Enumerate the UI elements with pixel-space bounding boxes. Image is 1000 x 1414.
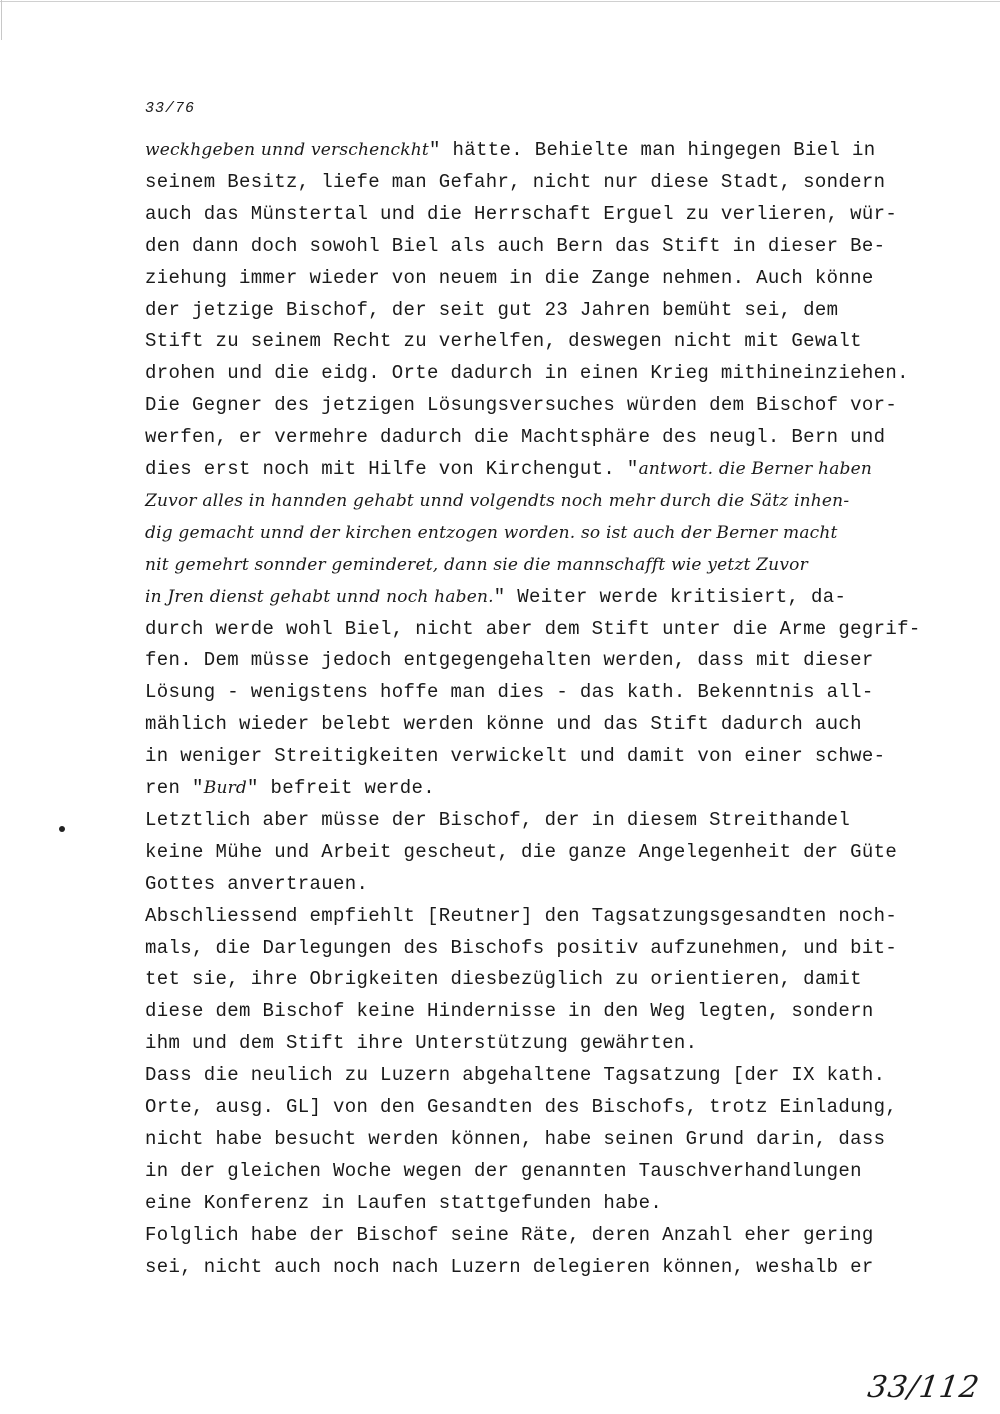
text-line (145, 421, 885, 453)
quoted-source-text: antwort. die Berner haben (638, 459, 873, 479)
quoted-source-text: in Jren dienst gehabt unnd noch haben. (145, 586, 494, 607)
text-segment: mals, die Darlegungen des Bischofs positiv aufzunehmen, und bit- (145, 936, 898, 959)
text-segment: durch werde wohl Biel, nicht aber dem Stift unter die Arme gegrif- (145, 617, 921, 640)
text-line (145, 1091, 897, 1123)
text-segment: drohen und die eidg. Orte dadurch in einen Krieg mithineinziehen. (145, 362, 909, 385)
text-line (145, 995, 874, 1027)
text-line (145, 357, 909, 389)
text-segment: Orte, ausg. GL] von den Gesandten des Bischofs, trotz Einladung, (145, 1096, 898, 1118)
text-line (145, 230, 885, 262)
text-line (145, 294, 838, 326)
text-segment: ihm und dem Stift ihre Unterstützung gewährten. (145, 1032, 698, 1055)
quoted-source-text: Zuvor alles in hannden gehabt unnd volgendts noch mehr durch die Sätz inhen- (145, 490, 850, 511)
quoted-source-text: Burd (203, 778, 248, 798)
text-segment: Abschliessend empfiehlt [Reutner] den Tagsatzungsgesandten noch- (145, 904, 898, 927)
scan-edge-top (0, 1, 1000, 2)
text-line (145, 613, 921, 645)
scan-edge-left (1, 0, 2, 40)
text-segment: keine Mühe und Arbeit gescheut, die ganze Angelegenheit der Güte (145, 840, 898, 863)
margin-dot (59, 826, 65, 832)
quoted-source-text: dig gemacht unnd der kirchen entzogen worden. so ist auch der Berner macht (145, 522, 838, 543)
text-segment: den dann doch sowohl Biel als auch Bern das Stift in dieser Be- (145, 234, 886, 257)
text-line (145, 868, 368, 900)
text-segment: mählich wieder belebt werden könne und das Stift dadurch auch (145, 713, 862, 736)
quoted-source-text: weckhgeben unnd verschenckht (145, 140, 429, 160)
text-segment: ren " (145, 777, 204, 799)
text-segment: sei, nicht auch noch nach Luzern delegieren können, weshalb er (145, 1255, 874, 1278)
text-line (145, 581, 846, 613)
text-segment: Gottes anvertrauen. (145, 872, 369, 895)
text-line (145, 772, 435, 804)
text-line (145, 932, 897, 964)
handwritten-folio: 33/112 (865, 1370, 983, 1405)
text-line (145, 676, 874, 708)
text-line (145, 517, 838, 549)
text-line (145, 549, 808, 581)
text-segment: Stift zu seinem Recht zu verhelfen, deswegen nicht mit Gewalt (145, 330, 862, 353)
text-line (145, 453, 872, 485)
page-number: 33/76 (145, 100, 196, 117)
text-segment: der jetzige Bischof, der seit gut 23 Jahren bemüht sei, dem (145, 298, 839, 321)
text-segment: " Weiter werde kritisiert, da- (493, 585, 847, 608)
text-line (145, 740, 885, 772)
text-line (145, 963, 862, 995)
text-line (145, 1027, 697, 1059)
text-line (145, 134, 876, 166)
text-line (145, 325, 862, 357)
text-line (145, 1251, 874, 1283)
text-segment: seinem Besitz, liefe man Gefahr, nicht nur diese Stadt, sondern (145, 170, 886, 193)
text-segment: " befreit werde. (247, 777, 436, 799)
text-line (145, 836, 897, 868)
text-segment: Die Gegner des jetzigen Lösungsversuches würden dem Bischof vor- (145, 394, 898, 417)
text-segment: ziehung immer wieder von neuem in die Zange nehmen. Auch könne (145, 266, 874, 289)
text-line (145, 1059, 885, 1091)
text-segment: Lösung - wenigstens hoffe man dies - das kath. Bekenntnis all- (145, 681, 874, 704)
text-segment: eine Konferenz in Laufen stattgefunden habe. (145, 1191, 663, 1214)
text-line (145, 1187, 662, 1219)
text-line (145, 389, 897, 421)
text-line (145, 644, 874, 676)
text-line (145, 1155, 862, 1187)
text-segment: Folglich habe der Bischof seine Räte, deren Anzahl eher gering (145, 1223, 874, 1246)
text-segment: auch das Münstertal und die Herrschaft Erguel zu verlieren, wür- (145, 202, 898, 225)
text-segment: werfen, er vermehre dadurch die Machtsphäre des neugl. Bern und (145, 426, 886, 449)
text-segment: in weniger Streitigkeiten verwickelt und damit von einer schwe- (145, 745, 886, 768)
text-line (145, 804, 850, 836)
text-segment: " hätte. Behielte man hingegen Biel in (428, 139, 876, 161)
text-segment: nicht habe besucht werden können, habe seinen Grund darin, dass (145, 1127, 886, 1150)
text-line (145, 1219, 874, 1251)
text-segment: fen. Dem müsse jedoch entgegengehalten werden, dass mit dieser (145, 649, 874, 672)
text-segment: Dass die neulich zu Luzern abgehaltene Tagsatzung [der IX kath. (145, 1064, 886, 1087)
text-line (145, 1123, 885, 1155)
text-line (145, 262, 874, 294)
text-line (145, 900, 897, 932)
text-line (145, 485, 849, 517)
text-segment: Letztlich aber müsse der Bischof, der in diesem Streithandel (145, 808, 851, 831)
text-line (145, 198, 897, 230)
text-line (145, 166, 885, 198)
quoted-source-text: nit gemehrt sonnder geminderet, dann sie die mannschafft wie yetzt Zuvor (145, 554, 808, 575)
text-segment: in der gleichen Woche wegen der genannten Tauschverhandlungen (145, 1159, 862, 1182)
text-segment: tet sie, ihre Obrigkeiten diesbezüglich zu orientieren, damit (145, 968, 862, 991)
text-segment: diese dem Bischof keine Hindernisse in den Weg legten, sondern (145, 1000, 874, 1023)
text-segment: dies erst noch mit Hilfe von Kirchengut. " (145, 458, 639, 480)
text-line (145, 708, 862, 740)
